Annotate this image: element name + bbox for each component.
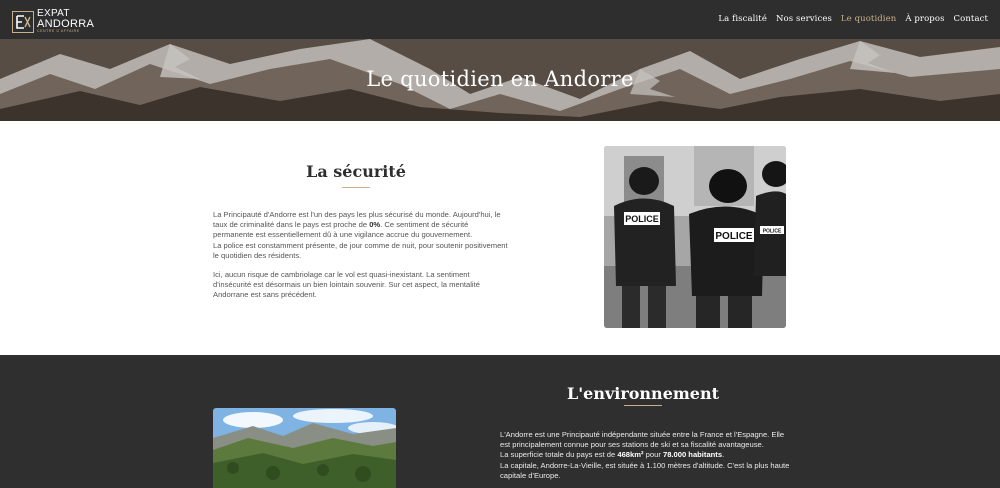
nav-contact[interactable]: Contact	[953, 14, 988, 24]
logo-line-1: EXPAT	[37, 8, 70, 19]
population-value: 78.000 habitants	[662, 450, 723, 460]
security-text	[213, 210, 508, 310]
top-navigation-bar	[0, 0, 1000, 39]
crime-rate-value: 0%	[369, 220, 381, 230]
nav-la-fiscalite[interactable]: La fiscalité	[718, 14, 767, 24]
security-section-title: La sécurité	[306, 162, 406, 181]
area-end: .	[722, 450, 725, 460]
area-prefix: La superficie totale du pays est de	[500, 450, 618, 460]
expat-andorra-logo[interactable]	[12, 9, 94, 34]
security-p1-police: La police est constamment présente, de jour comme de nuit, pour soutenir positivement le quotidien des résidents.	[213, 240, 508, 260]
environment-area-text	[500, 450, 724, 459]
hero-banner	[0, 39, 1000, 121]
logo-mark-icon	[12, 11, 34, 33]
area-mid: pour	[643, 450, 663, 460]
police-badge-2: POLICE	[715, 231, 753, 242]
security-paragraph-1	[213, 210, 508, 261]
security-p1-text-cont: . Ce sentiment de sécurité permanente est essentiellement dû à une vigilance accrue du gouvernement.	[213, 220, 473, 240]
logo-line-2: ANDORRA	[37, 18, 95, 30]
main-nav	[718, 14, 988, 24]
andorra-landscape-photo	[213, 408, 396, 488]
page-title: Le quotidien en Andorre	[366, 67, 634, 91]
environment-title-divider	[624, 405, 662, 406]
security-title-divider	[342, 187, 370, 188]
environment-capital-text: La capitale, Andorre-La-Vieille, est située à 1.100 mètres d'altitude. C'est la plus haute capitale d'Europe.	[500, 460, 790, 480]
logo-tagline: CENTRE D'AFFAIRE	[37, 29, 80, 33]
police-badge-1: POLICE	[625, 214, 659, 224]
nav-nos-services[interactable]: Nos services	[775, 14, 832, 24]
security-p1-text: La Principauté d'Andorre est l'un des pays les plus sécurisé du monde. Aujourd'hui, le taux de criminalité dans le pays est proche de	[213, 210, 501, 230]
nav-le-quotidien[interactable]: Le quotidien	[840, 14, 897, 24]
security-paragraph-2: Ici, aucun risque de cambriolage car le vol est quasi-inexistant. La sentiment d'insécurité est désormais un bien lointain souvenir. Sur cet aspect, la mentalité Andorrane est sans précédent.	[213, 270, 480, 300]
area-value: 468km²	[617, 450, 644, 460]
environment-text	[500, 430, 790, 481]
environment-section-title: L'environnement	[566, 384, 719, 403]
environment-paragraph-1: L'Andorre est une Principauté indépendante située entre la France et l'Espagne. Elle est principalement connue pour ses stations de ski et sa fiscalité avantageuse.	[500, 430, 785, 450]
police-badge-3: POLICE	[762, 228, 782, 235]
police-officers-photo	[604, 146, 786, 328]
nav-a-propos[interactable]: À propos	[905, 14, 945, 24]
